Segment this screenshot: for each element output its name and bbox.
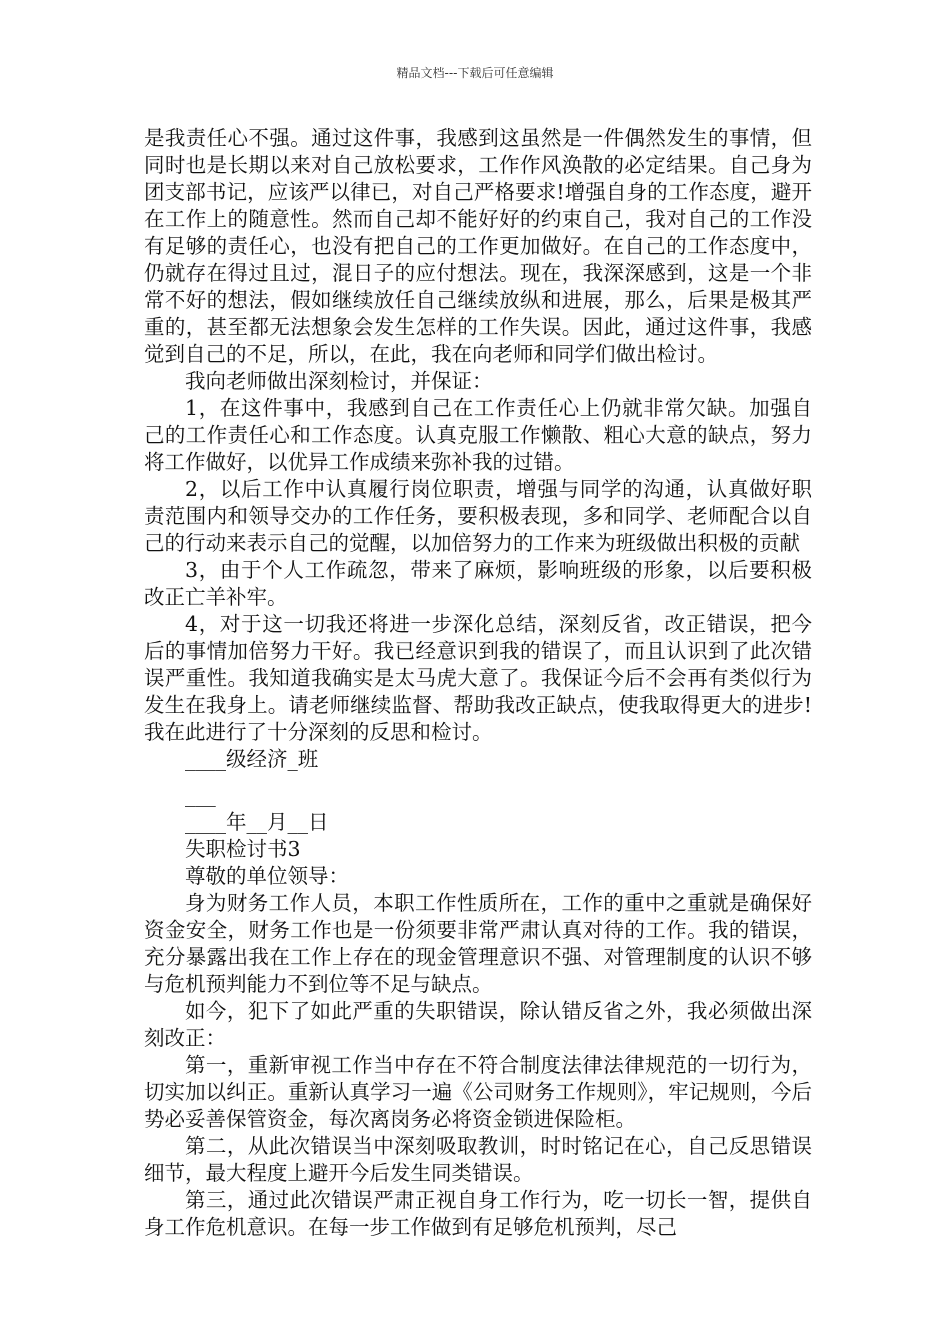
paragraph: ____级经济_班: [185, 747, 319, 771]
paragraph: 1，在这件事中，我感到自己在工作责任心上仍就非常欠缺。加强自己的工作责任心和工作态度。认真克服工作懒散、粗心大意的缺点，努力将工作做好，以优异工作成绩来弥补我的过错。: [144, 396, 812, 474]
paragraph: 第一，重新审视工作当中存在不符合制度法律法律规范的一切行为，切实加以纠正。重新认真学习一遍《公司财务工作规则》，牢记规则，今后势必妥善保管资金，每次离岗务必将资金锁进保险柜。: [144, 1053, 812, 1131]
paragraph: 如今，犯下了如此严重的失职错误，除认错反省之外，我必须做出深刻改正：: [144, 999, 812, 1050]
paragraph: ____年__月__日: [185, 810, 329, 834]
paragraph: 失职检讨书3: [185, 837, 301, 861]
paragraph: 身为财务工作人员，本职工作性质所在，工作的重中之重就是确保好资金安全，财务工作也是一份须要非常严肃认真对待的工作。我的错误，充分暴露出我在工作上存在的现金管理意识不强、对管理制度的认识不够与危机预判能力不到位等不足与缺点。: [144, 891, 812, 996]
paragraph: 3，由于个人工作疏忽，带来了麻烦，影响班级的形象，以后要积极改正亡羊补牢。: [144, 558, 812, 609]
page-header: 精品文档---下载后可任意编辑: [396, 66, 554, 80]
paragraph: ___: [185, 783, 216, 807]
paragraph: 4，对于这一切我还将进一步深化总结，深刻反省，改正错误，把今后的事情加倍努力干好。我已经意识到我的错误了，而且认识到了此次错误严重性。我知道我确实是太马虎大意了。我保证今后不会再有类似行为发生在我身上。请老师继续监督、帮助我改正缺点，使我取得更大的进步!我在此进行了十分深刻的反思和检讨。: [144, 612, 812, 744]
paragraph: 2，以后工作中认真履行岗位职责，增强与同学的沟通，认真做好职责范围内和领导交办的工作任务，要积极表现，多和同学、老师配合以自己的行动来表示自己的觉醒，以加倍努力的工作来为班级做出积极的贡献: [144, 477, 812, 555]
paragraph: 第二，从此次错误当中深刻吸取教训，时时铭记在心，自己反思错误细节，最大程度上避开今后发生同类错误。: [144, 1134, 812, 1185]
document-body: [144, 125, 812, 1241]
paragraph: 是我责任心不强。通过这件事，我感到这虽然是一件偶然发生的事情，但同时也是长期以来对自己放松要求，工作作风涣散的必定结果。自己身为团支部书记，应该严以律已，对自己严格要求!增强自身的工作态度，避开在工作上的随意性。然而自己却不能好好的约束自己，我对自己的工作没有足够的责任心，也没有把自己的工作更加做好。在自己的工作态度中，仍就存在得过且过，混日子的应付想法。现在，我深深感到，这是一个非常不好的想法，假如继续放任自己继续放纵和进展，那么，后果是极其严重的，甚至都无法想象会发生怎样的工作失误。因此，通过这件事，我感觉到自己的不足，所以，在此，我在向老师和同学们做出检讨。: [144, 126, 812, 366]
paragraph: 尊敬的单位领导：: [185, 864, 349, 888]
paragraph: 我向老师做出深刻检讨，并保证：: [185, 369, 493, 393]
paragraph: 第三，通过此次错误严肃正视自身工作行为，吃一切长一智，提供自身工作危机意识。在每一步工作做到有足够危机预判，尽己: [144, 1188, 812, 1239]
